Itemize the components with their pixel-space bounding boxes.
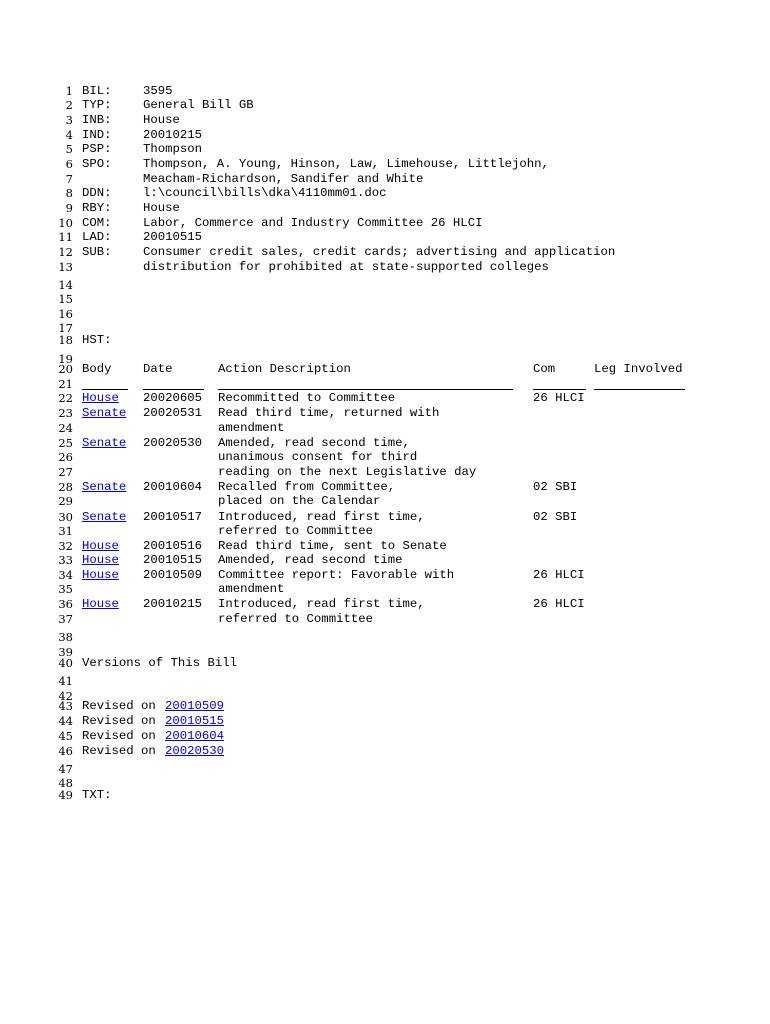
header-com: Com — [533, 362, 556, 376]
history-label: HST: — [82, 333, 112, 347]
history-date: 20020531 — [143, 406, 203, 420]
version-date-link[interactable]: 20010509 — [165, 699, 225, 713]
line-number: 38 — [58, 630, 73, 644]
line-number: 33 — [58, 553, 73, 567]
doc-line — [0, 553, 770, 568]
line-number: 20 — [58, 362, 73, 376]
history-action: Read third time, returned with — [218, 406, 440, 420]
txt-label: TXT: — [82, 788, 112, 802]
line-number: 42 — [58, 689, 73, 703]
history-com: 26 HLCI — [533, 391, 585, 405]
doc-line — [0, 245, 770, 260]
field-label-sub: SUB: — [82, 245, 112, 259]
line-number: 31 — [58, 524, 73, 538]
version-prefix: Revised on — [82, 744, 156, 758]
header-body: Body — [82, 362, 112, 376]
line-number: 5 — [65, 142, 73, 156]
line-number: 47 — [58, 762, 73, 776]
doc-line — [0, 744, 770, 759]
doc-line — [0, 172, 770, 187]
line-number: 35 — [58, 582, 73, 596]
field-label-psp: PSP: — [82, 142, 112, 156]
history-com: 02 SBI — [533, 510, 578, 524]
history-action: Introduced, read first time, — [218, 510, 425, 524]
line-number: 25 — [58, 436, 73, 450]
line-number: 37 — [58, 612, 73, 626]
history-action: unanimous consent for third — [218, 450, 418, 464]
doc-line — [0, 656, 770, 671]
doc-line — [0, 568, 770, 583]
doc-line — [0, 582, 770, 597]
version-date-link[interactable]: 20010515 — [165, 714, 225, 728]
history-body-link[interactable]: House — [82, 568, 119, 582]
line-number: 46 — [58, 744, 73, 758]
field-label-bil: BIL: — [82, 84, 112, 98]
version-date-link[interactable]: 20010604 — [165, 729, 225, 743]
doc-line — [0, 84, 770, 99]
field-value-rby: House — [143, 201, 180, 215]
history-action: amendment — [218, 582, 285, 596]
doc-line — [0, 216, 770, 231]
history-date: 20020605 — [143, 391, 203, 405]
doc-line — [0, 278, 770, 293]
field-value-com: Labor, Commerce and Industry Committee 26 HLCI — [143, 216, 483, 230]
history-body-link[interactable]: House — [82, 539, 119, 553]
line-number: 43 — [58, 699, 73, 713]
rule-action — [218, 389, 513, 390]
field-value-spo-cont: Meacham-Richardson, Sandifer and White — [143, 172, 424, 186]
doc-line — [0, 230, 770, 245]
history-date: 20010516 — [143, 539, 203, 553]
rule-body — [82, 389, 128, 390]
doc-line — [0, 762, 770, 777]
doc-line — [0, 157, 770, 172]
header-date: Date — [143, 362, 173, 376]
doc-line — [0, 201, 770, 216]
history-com: 26 HLCI — [533, 597, 585, 611]
line-number: 34 — [58, 568, 73, 582]
line-number: 30 — [58, 510, 73, 524]
field-label-spo: SPO: — [82, 157, 112, 171]
line-number: 40 — [58, 656, 73, 670]
doc-line — [0, 510, 770, 525]
line-number: 24 — [58, 421, 73, 435]
rule-date — [143, 389, 204, 390]
line-number: 16 — [58, 307, 73, 321]
history-action: amendment — [218, 421, 285, 435]
rule-com — [533, 389, 586, 390]
history-action: Introduced, read first time, — [218, 597, 425, 611]
line-number: 10 — [58, 216, 73, 230]
line-number: 6 — [65, 157, 73, 171]
field-value-typ: General Bill GB — [143, 98, 254, 112]
line-number: 3 — [65, 113, 73, 127]
doc-line — [0, 612, 770, 627]
history-action: referred to Committee — [218, 612, 373, 626]
line-number: 26 — [58, 450, 73, 464]
doc-line — [0, 406, 770, 421]
doc-line — [0, 465, 770, 480]
history-action: Read third time, sent to Senate — [218, 539, 447, 553]
doc-line — [0, 524, 770, 539]
doc-line — [0, 98, 770, 113]
header-leg-involved: Leg Involved — [594, 362, 683, 376]
field-label-ddn: DDN: — [82, 186, 112, 200]
history-body-link[interactable]: Senate — [82, 510, 127, 524]
line-number: 12 — [58, 245, 73, 259]
history-body-link[interactable]: House — [82, 597, 119, 611]
field-value-ddn: l:\council\bills\dka\4110mm01.doc — [143, 186, 387, 200]
line-number: 28 — [58, 480, 73, 494]
doc-line — [0, 292, 770, 307]
doc-line — [0, 539, 770, 554]
doc-line — [0, 362, 770, 377]
doc-line — [0, 597, 770, 612]
field-value-ind: 20010215 — [143, 128, 203, 142]
line-number: 14 — [58, 278, 73, 292]
field-value-inb: House — [143, 113, 180, 127]
line-number: 11 — [58, 230, 73, 244]
line-number: 7 — [65, 172, 73, 186]
line-number: 27 — [58, 465, 73, 479]
doc-line — [0, 714, 770, 729]
header-action: Action Description — [218, 362, 351, 376]
history-action: referred to Committee — [218, 524, 373, 538]
line-number: 39 — [58, 645, 73, 659]
line-number: 8 — [65, 186, 73, 200]
doc-line — [0, 377, 770, 392]
history-date: 20020530 — [143, 436, 203, 450]
doc-line — [0, 391, 770, 406]
version-date-link[interactable]: 20020530 — [165, 744, 225, 758]
history-date: 20010517 — [143, 510, 203, 524]
version-prefix: Revised on — [82, 699, 156, 713]
history-com: 26 HLCI — [533, 568, 585, 582]
line-number: 18 — [58, 333, 73, 347]
doc-line — [0, 480, 770, 495]
history-body-link[interactable]: Senate — [82, 480, 127, 494]
history-action: Recalled from Committee, — [218, 480, 396, 494]
history-action: placed on the Calendar — [218, 494, 381, 508]
field-label-inb: INB: — [82, 113, 112, 127]
line-number: 13 — [58, 260, 73, 274]
doc-line — [0, 421, 770, 436]
field-label-rby: RBY: — [82, 201, 112, 215]
doc-line — [0, 729, 770, 744]
doc-line — [0, 128, 770, 143]
history-action: Committee report: Favorable with — [218, 568, 455, 582]
doc-line — [0, 333, 770, 348]
doc-line — [0, 699, 770, 714]
history-body-link[interactable]: House — [82, 553, 119, 567]
doc-line — [0, 113, 770, 128]
line-number: 1 — [65, 84, 73, 98]
history-date: 20010604 — [143, 480, 203, 494]
line-number: 44 — [58, 714, 73, 728]
doc-line — [0, 450, 770, 465]
line-number: 48 — [58, 776, 73, 790]
history-action: Amended, read second time — [218, 553, 403, 567]
field-value-sub-cont: distribution for prohibited at state-supported colleges — [143, 260, 549, 274]
history-date: 20010509 — [143, 568, 203, 582]
line-number: 17 — [58, 321, 73, 335]
rule-leg — [594, 389, 685, 390]
history-action: reading on the next Legislative day — [218, 465, 477, 479]
field-value-bil: 3595 — [143, 84, 173, 98]
line-number: 49 — [58, 788, 73, 802]
doc-line — [0, 436, 770, 451]
line-number: 41 — [58, 674, 73, 688]
line-number: 22 — [58, 391, 73, 405]
line-number: 36 — [58, 597, 73, 611]
history-action: Amended, read second time, — [218, 436, 410, 450]
field-value-psp: Thompson — [143, 142, 203, 156]
line-number: 29 — [58, 494, 73, 508]
history-date: 20010515 — [143, 553, 203, 567]
doc-line — [0, 494, 770, 509]
version-prefix: Revised on — [82, 714, 156, 728]
line-number: 19 — [58, 352, 73, 366]
history-date: 20010215 — [143, 597, 203, 611]
field-value-spo: Thompson, A. Young, Hinson, Law, Limehouse, Littlejohn, — [143, 157, 549, 171]
history-body-link[interactable]: Senate — [82, 436, 127, 450]
history-body-link[interactable]: Senate — [82, 406, 127, 420]
line-number: 23 — [58, 406, 73, 420]
doc-line — [0, 674, 770, 689]
doc-line — [0, 307, 770, 322]
line-number: 15 — [58, 292, 73, 306]
field-value-lad: 20010515 — [143, 230, 203, 244]
line-number: 32 — [58, 539, 73, 553]
doc-line — [0, 788, 770, 803]
doc-line — [0, 260, 770, 275]
doc-line — [0, 630, 770, 645]
doc-line — [0, 142, 770, 157]
field-label-lad: LAD: — [82, 230, 112, 244]
history-body-link[interactable]: House — [82, 391, 119, 405]
line-number: 45 — [58, 729, 73, 743]
field-value-sub: Consumer credit sales, credit cards; advertising and application — [143, 245, 616, 259]
history-com: 02 SBI — [533, 480, 578, 494]
field-label-com: COM: — [82, 216, 112, 230]
line-number: 2 — [65, 98, 73, 112]
field-label-ind: IND: — [82, 128, 112, 142]
line-number: 9 — [65, 201, 73, 215]
versions-title: Versions of This Bill — [82, 656, 237, 670]
field-label-typ: TYP: — [82, 98, 112, 112]
version-prefix: Revised on — [82, 729, 156, 743]
doc-line — [0, 186, 770, 201]
history-action: Recommitted to Committee — [218, 391, 396, 405]
line-number: 21 — [58, 377, 73, 391]
line-number: 4 — [65, 128, 73, 142]
